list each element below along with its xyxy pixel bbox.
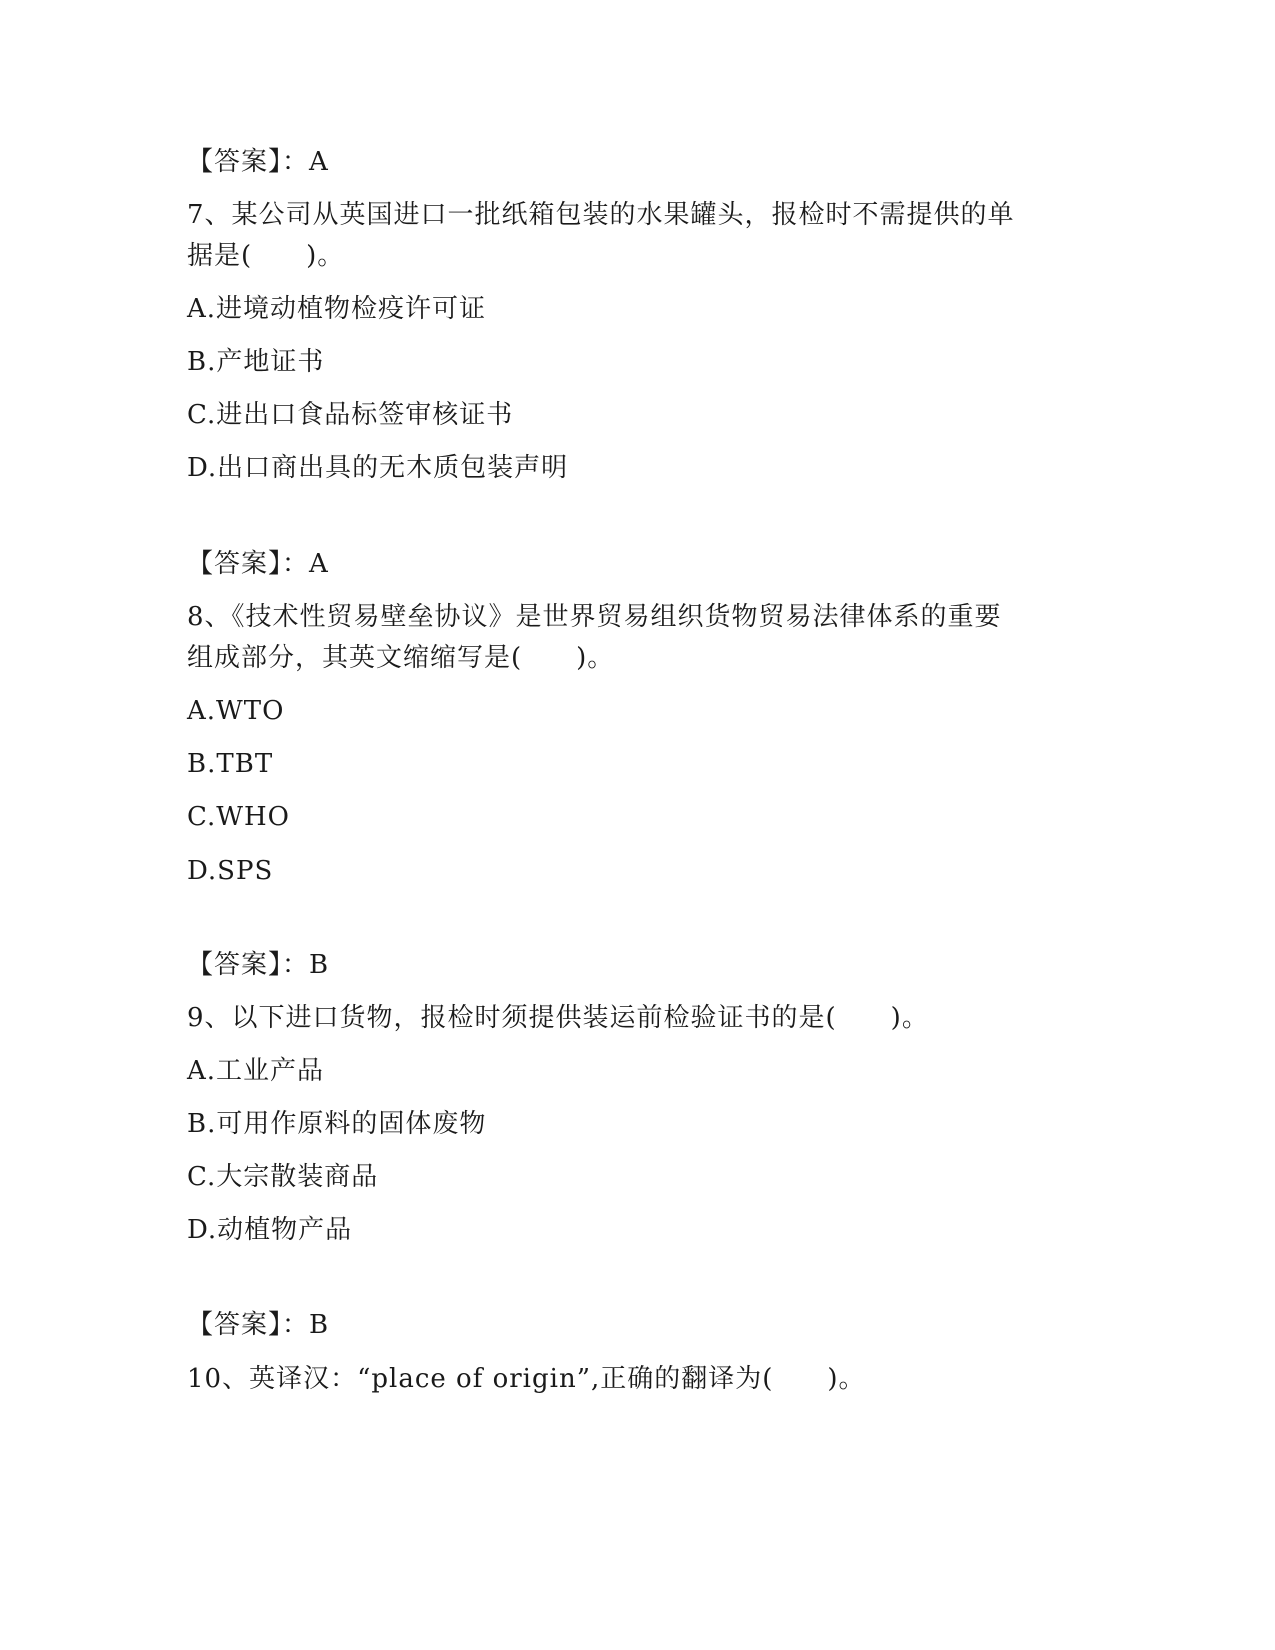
question-7-option-b: B.产地证书 — [187, 347, 325, 377]
question-9-option-b: B.可用作原料的固体废物 — [187, 1109, 487, 1139]
question-8-text: 8、《技术性贸易壁垒协议》是世界贸易组织货物贸易法律体系的重要 — [187, 602, 1002, 632]
question-8-option-b: B.TBT — [187, 749, 274, 779]
answer-8: 【答案】：B — [187, 950, 330, 980]
question-7-option-a: A.进境动植物检疫许可证 — [187, 294, 487, 324]
question-9-text: 9、以下进口货物，报检时须提供装运前检验证书的是( )。 — [187, 1003, 929, 1033]
question-8-option-a: A.WTO — [187, 696, 285, 726]
question-8-option-d: D.SPS — [187, 856, 274, 886]
question-9-option-a: A.工业产品 — [187, 1056, 325, 1086]
question-7-text-cont: 据是( )。 — [187, 241, 345, 271]
question-8-option-c: C.WHO — [187, 802, 290, 832]
answer-6: 【答案】：A — [187, 147, 329, 177]
answer-7: 【答案】：A — [187, 549, 329, 579]
question-7-option-d: D.出口商出具的无木质包装声明 — [187, 453, 569, 483]
answer-9: 【答案】：B — [187, 1310, 330, 1340]
question-9-option-c: C.大宗散装商品 — [187, 1162, 379, 1192]
question-8-text-cont: 组成部分，其英文缩缩写是( )。 — [187, 643, 615, 673]
question-7-text: 7、某公司从英国进口一批纸箱包装的水果罐头，报检时不需提供的单 — [187, 200, 1015, 230]
question-7-option-c: C.进出口食品标签审核证书 — [187, 400, 514, 430]
question-9-option-d: D.动植物产品 — [187, 1215, 353, 1245]
question-10-text: 10、英译汉：“place of origin”,正确的翻译为( )。 — [187, 1364, 866, 1394]
